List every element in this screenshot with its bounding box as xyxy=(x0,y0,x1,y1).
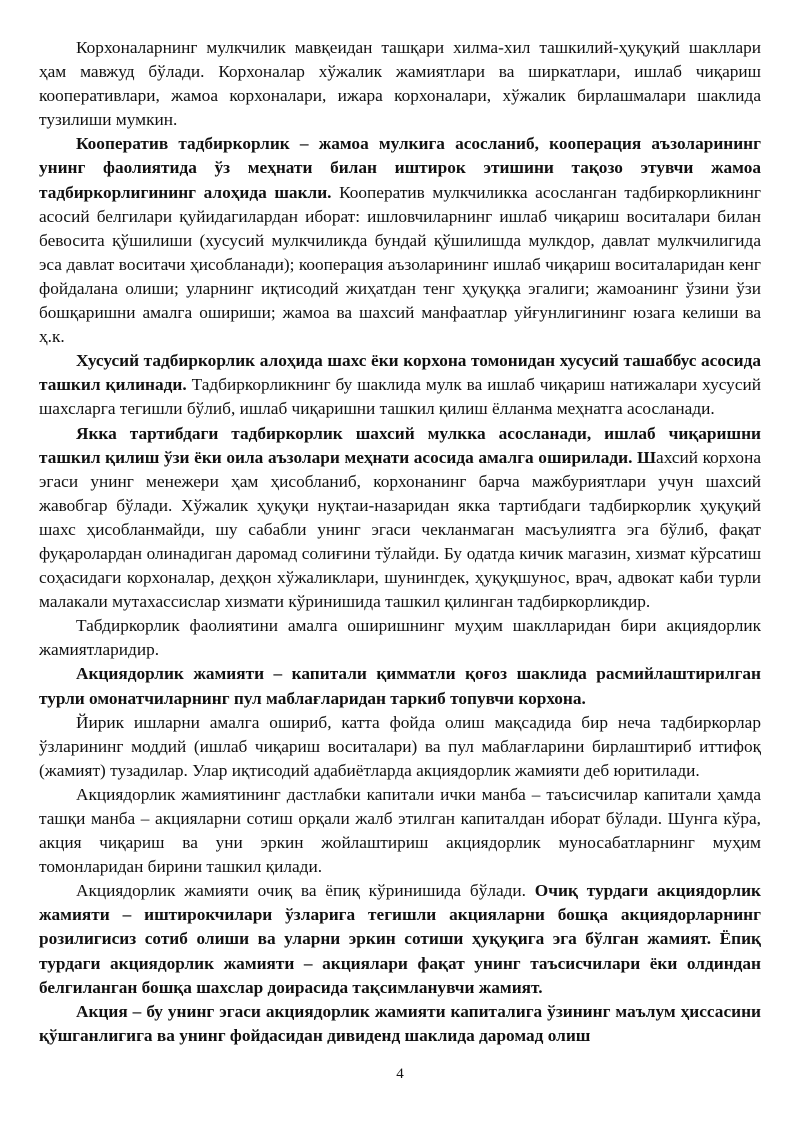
paragraph-text: Корхоналарнинг мулкчилик мавқеидан ташқари хилма-хил ташкилий-ҳуқуқий шакллари ҳам мавжуд бўлади. Корхоналар хўжалик жамиятлари ва ширкатлари, ишлаб чиқариш кооперативлари, жамоа корхоналари, ижара корхоналари, хўжалик бирлашмалари шаклида тузилиши мумкин. xyxy=(39,38,761,130)
paragraph-lead: Хусусий тадбиркорлик алоҳида шахс ёки корхона томонидан хусусий ташаббус асосида ташкил қилинади. xyxy=(39,351,761,395)
paragraph-text: Кооператив мулкчиликка асосланган тадбиркорликнинг асосий белгилари қуйидагилардан иборат: ишловчиларнинг ишлаб чиқариш воситалари билан бевосита қўшилиши (хусусий мулкчиликда бундай қўшилишда мулкдор, давлат мулкчилигида эса давлат воситачи ҳисобланади); кооперация аъзоларининг ишлаб чиқариш воситаларидан кенг фойдалана олиши; уларнинг иқтисодий жиҳатдан тенг ҳуқуққа эгалиги; жамоанинг ўзини ўзи бошқаришни амалга ошириши; жамоа ва шахсий манфаатлар уйғунлигининг юзага келиши ва ҳ.к. xyxy=(39,182,761,347)
paragraph-text: Акциядорлик жамиятининг дастлабки капитали ички манба – таъсисчилар капитали ҳамда ташқи манба – акцияларни сотиш орқали жалб этилган капиталдан иборат бўлади. Шунга кўра, акция чиқариш ва уни эркин жойлаштириш акциядорлик муносабатларнинг муҳим томонларидан бирини ташкил қилади. xyxy=(39,784,761,877)
paragraph-sole-proprietor xyxy=(39,422,761,615)
paragraph-corporate-forms xyxy=(39,36,761,132)
paragraph-lead: Кооператив тадбиркорлик – жамоа мулкига асосланиб, кооперация аъзоларининг унинг фаолиятида ўз меҳнати билан иштирок этишини тақозо этувчи жамоа тадбиркорлигининг алоҳида шакли. xyxy=(39,134,761,202)
paragraph-large-projects xyxy=(39,711,761,783)
paragraph-lead: Якка тартибдаги тадбиркорлик шахсий мулкка асосланади, ишлаб чиқаришни ташкил қилиш ўзи ёки оила аъзолари меҳнати асосида амалга оширилади. Ш xyxy=(39,423,761,467)
paragraph-text: Тадбиркорликнинг бу шаклида мулк ва ишлаб чиқариш натижалари хусусий шахсларга тегишли бўлиб, ишлаб чиқаришни ташкил қилиш ёлланма меҳнатга асосланади. xyxy=(39,375,761,419)
page-number: 4 xyxy=(396,1066,404,1082)
paragraph-open-closed xyxy=(39,879,761,999)
paragraph-lead: Акция – бу унинг эгаси акциядорлик жамияти капиталига ўзининг маълум ҳиссасини қўшганлигига ва унинг фойдасидан дивиденд шаклида даромад олиш xyxy=(39,1001,761,1045)
paragraph-lead: Акциядорлик жамияти – капитали қимматли қоғоз шаклида расмийлаштирилган турли омонатчиларнинг пул маблағларидан таркиб топувчи корхона. xyxy=(39,664,761,708)
paragraph-text: Табдиркорлик фаолиятини амалга оширишнинг муҳим шаклларидан бири акциядорлик жамиятларидир. xyxy=(39,616,761,660)
paragraph-text: ахсий корхона эгаси унинг менежери ҳам ҳисобланиб, корхонанинг барча мажбуриятлари учун шахсий жавобгар бўлади. Хўжалик ҳуқуқи нуқтаи-назаридан якка тартибдаги тадбиркорлик ҳуқуқий шахс ҳисобланмайди, шу сабабли унинг эгаси чекланмаган масъулиятга эга бўлиб, фақат фуқаролардан олинадиган даромад солиғини тўлайди. Бу одатда кичик магазин, хизмат кўрсатиш соҳасидаги корхоналар, деҳқон хўжаликлари, шунингдек, ҳуқуқшунос, врач, адвокат каби турли малакали мутахассислар хизмати кўринишида ташкил қилинган тадбиркорликдир. xyxy=(39,447,761,612)
paragraph-joint-stock-intro xyxy=(39,614,761,662)
paragraph-text: Йирик ишларни амалга ошириб, катта фойда олиш мақсадида бир неча тадбиркорлар ўзларининг моддий (ишлаб чиқариш воситалари) ва пул маблағларини бирлаштириб иттифоқ (жамият) тузадилар. Улар иқтисодий адабиётларда акциядорлик жамияти деб юритилади. xyxy=(39,712,761,780)
paragraph-tail: Очиқ турдаги акциядорлик жамияти – иштирокчилари ўзларига тегишли акцияларни бошқа акциядорларнинг розилигисиз сотиб олиши ва уларни эркин сотиши ҳуқуқига эга бўлган жамият. Ёпиқ турдаги акциядорлик жамияти – акциялари фақат унинг таъсисчилари ёки олдиндан белгиланган бошқа шахслар доирасида тақсимланувчи жамият. xyxy=(39,881,761,997)
paragraph-joint-stock-definition xyxy=(39,662,761,710)
paragraph-share-definition xyxy=(39,1000,761,1048)
paragraph-initial-capital xyxy=(39,783,761,879)
paragraph-text: Акциядорлик жамияти очиқ ва ёпиқ кўринишида бўлади. xyxy=(76,881,535,901)
paragraph-private xyxy=(39,349,761,421)
document-page xyxy=(39,36,761,1048)
paragraph-cooperative xyxy=(39,132,761,349)
